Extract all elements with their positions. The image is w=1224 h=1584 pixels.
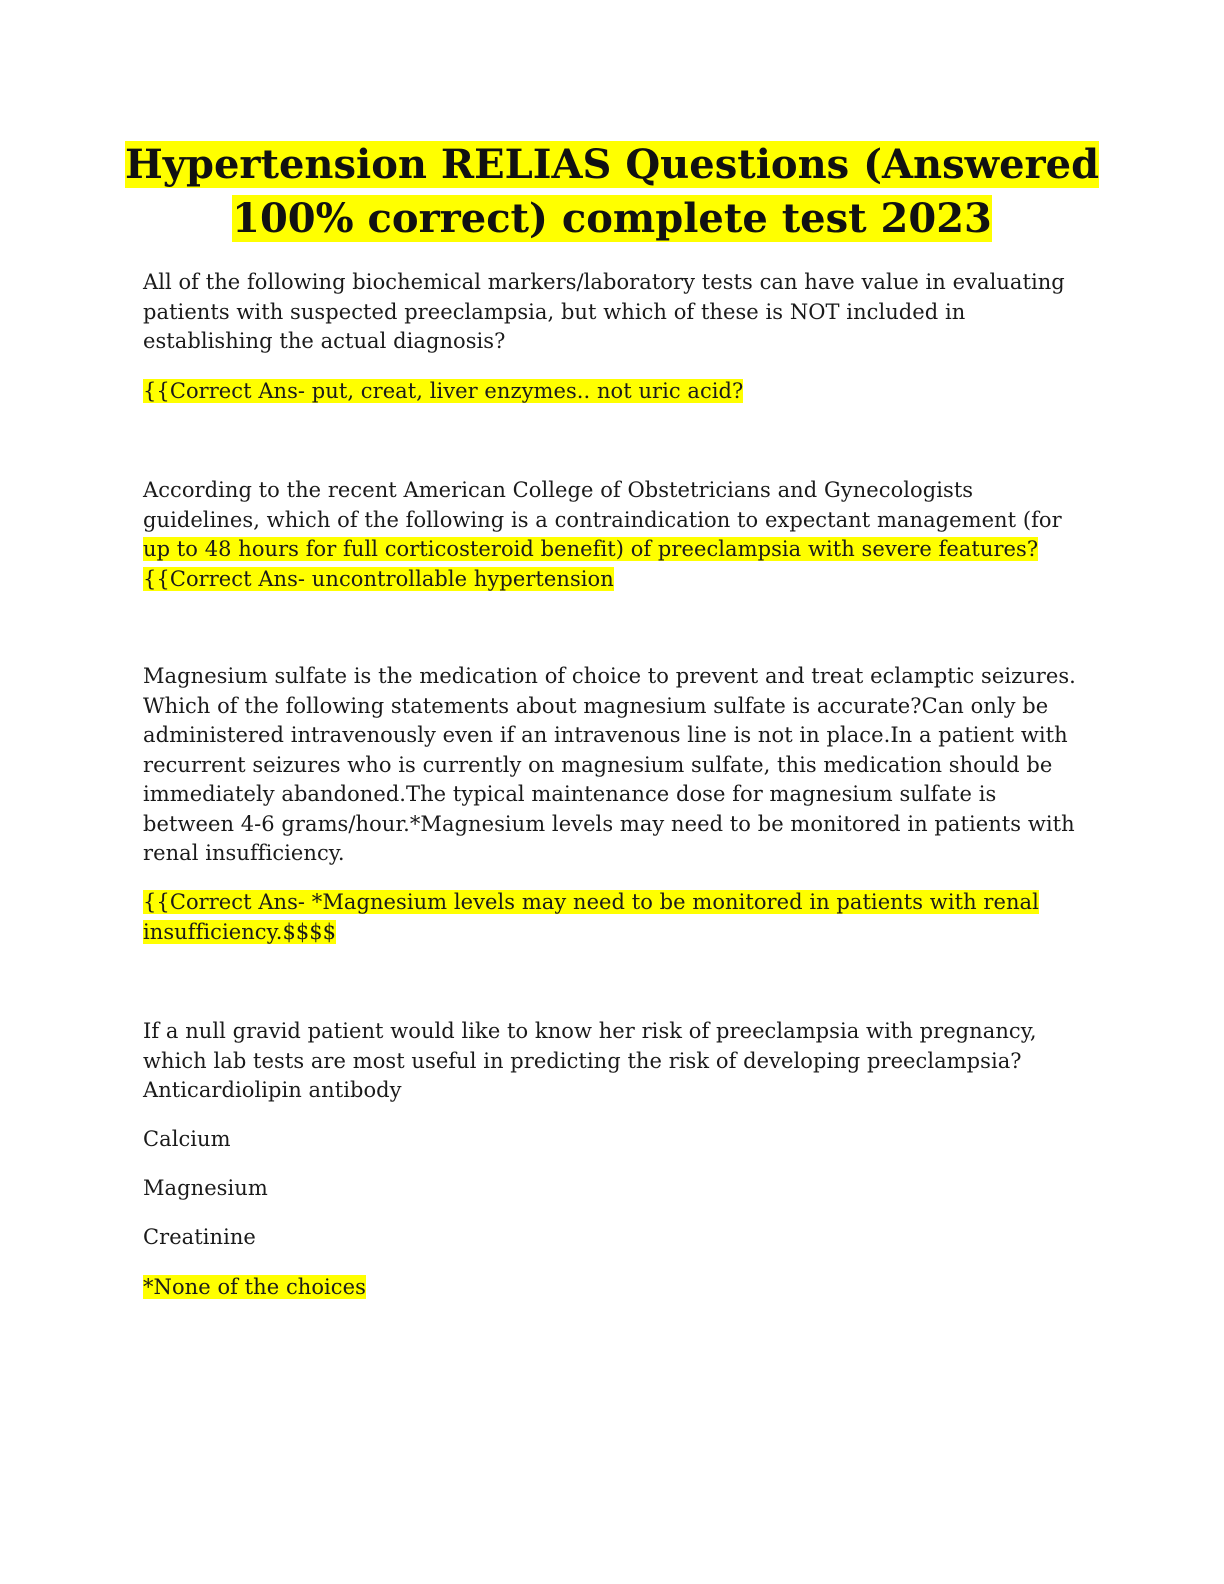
question-2-text-plain: According to the recent American College of Obstetricians and Gynecologists guidelines, which of the following is a contraindication to expectant management (for xyxy=(143,478,1062,532)
question-3-answer xyxy=(143,888,1078,947)
question-2-text xyxy=(143,476,1078,594)
question-4-text: If a null gravid patient would like to know her risk of preeclampsia with pregnancy, which lab tests are most useful in predicting the risk of developing preeclampsia? Anticardiolipin antibody xyxy=(143,1019,1037,1102)
question-4-option-calcium: Calcium xyxy=(143,1127,231,1151)
question-4-answer xyxy=(143,1273,1078,1303)
question-1-answer xyxy=(143,377,1078,407)
title-line-2: 100% correct) complete test 2023 xyxy=(232,195,992,242)
question-3-text: Magnesium sulfate is the medication of choice to prevent and treat eclamptic seizures. Which of the following statements about magnesium sulfate is accurate?Can only be administered intravenously even if an intravenous line is not in place.In a patient with recurrent seizures who is currently on magnesium sulfate, this medication should be immediately abandoned.The typical maintenance dose for magnesium sulfate is between 4-6 grams/hour.*Magnesium levels may need to be monitored in patients with renal insufficiency. xyxy=(143,664,1076,865)
answer-highlight: {{Correct Ans- *Magnesium levels may need to be monitored in patients with renal insufficiency.$$$$ xyxy=(143,890,1039,944)
page-title xyxy=(100,138,1124,246)
question-4-option-magnesium: Magnesium xyxy=(143,1176,268,1200)
title-line-1: Hypertension RELIAS Questions (Answered xyxy=(124,141,1100,188)
question-2-answer: {{Correct Ans- uncontrollable hypertension xyxy=(143,566,614,591)
question-4-option-creatinine: Creatinine xyxy=(143,1225,256,1249)
question-2-text-highlighted: up to 48 hours for full corticosteroid benefit) of preeclampsia with severe features? xyxy=(143,537,1039,561)
question-1-text: All of the following biochemical markers/laboratory tests can have value in evaluating patients with suspected preeclampsia, but which of these is NOT included in establishing the actual diagnosis? xyxy=(143,270,1065,353)
answer-highlight: {{Correct Ans- put, creat, liver enzymes.. not uric acid? xyxy=(143,379,744,403)
answer-highlight: *None of the choices xyxy=(143,1275,366,1299)
